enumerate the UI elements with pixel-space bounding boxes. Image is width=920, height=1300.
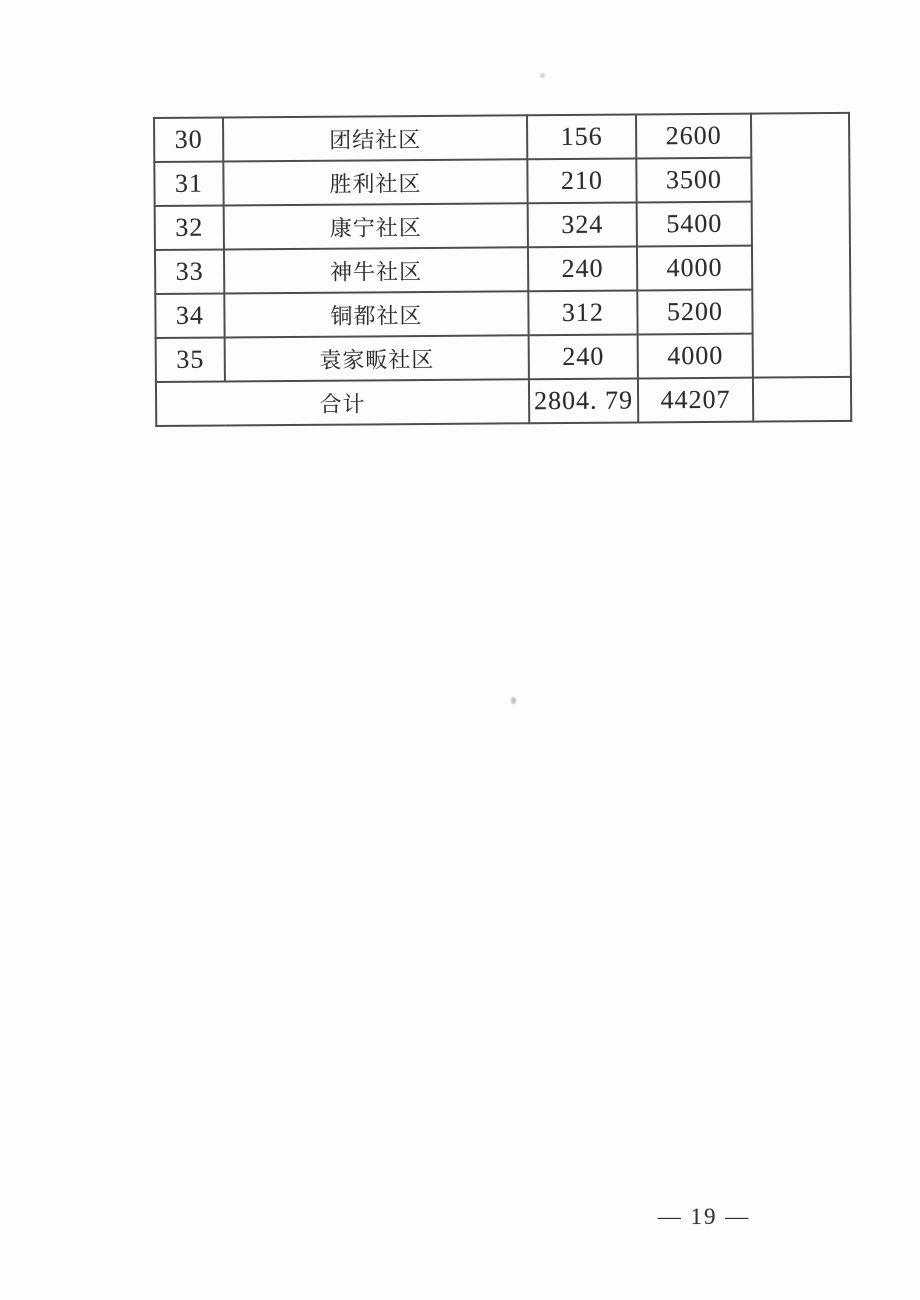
row-index-cell: 35 bbox=[156, 337, 225, 382]
community-name-cell: 团结社区 bbox=[223, 115, 527, 161]
community-name-cell: 胜利社区 bbox=[223, 159, 527, 205]
blank-remark-cell bbox=[751, 113, 851, 378]
value2-cell: 3500 bbox=[636, 158, 751, 203]
total-row bbox=[156, 377, 851, 426]
value1-cell: 324 bbox=[528, 202, 637, 247]
blank-remark-total-cell bbox=[753, 377, 851, 422]
community-name-cell: 康宁社区 bbox=[224, 203, 528, 249]
total-label-cell: 合计 bbox=[156, 379, 529, 426]
value2-cell: 2600 bbox=[636, 114, 751, 159]
scan-speck bbox=[511, 697, 516, 704]
community-name-cell: 神牛社区 bbox=[224, 247, 528, 293]
value2-cell: 5400 bbox=[637, 202, 752, 247]
row-index-cell: 32 bbox=[155, 205, 224, 250]
community-name-cell: 袁家畈社区 bbox=[225, 335, 529, 381]
table-row bbox=[155, 289, 850, 338]
value2-cell: 5200 bbox=[637, 290, 752, 335]
row-index-cell: 34 bbox=[155, 293, 224, 338]
scan-speck bbox=[540, 73, 545, 78]
row-index-cell: 31 bbox=[154, 161, 223, 206]
value1-cell: 240 bbox=[529, 334, 638, 379]
table-row bbox=[155, 201, 850, 250]
row-index-cell: 30 bbox=[154, 117, 223, 162]
value1-cell: 156 bbox=[527, 114, 636, 159]
total-value1-cell: 2804. 79 bbox=[529, 378, 638, 423]
table-row bbox=[154, 113, 849, 162]
community-summary-table bbox=[153, 112, 850, 427]
value1-cell: 240 bbox=[528, 246, 637, 291]
table-row bbox=[156, 333, 851, 382]
value1-cell: 210 bbox=[527, 158, 636, 203]
value1-cell: 312 bbox=[528, 290, 637, 335]
value2-cell: 4000 bbox=[638, 334, 753, 379]
total-value2-cell: 44207 bbox=[638, 378, 753, 423]
page-number: — 19 — bbox=[657, 1204, 751, 1229]
value2-cell: 4000 bbox=[637, 246, 752, 291]
row-index-cell: 33 bbox=[155, 249, 224, 294]
community-name-cell: 铜都社区 bbox=[224, 291, 528, 337]
table-row bbox=[155, 245, 850, 294]
table-row bbox=[154, 157, 849, 206]
